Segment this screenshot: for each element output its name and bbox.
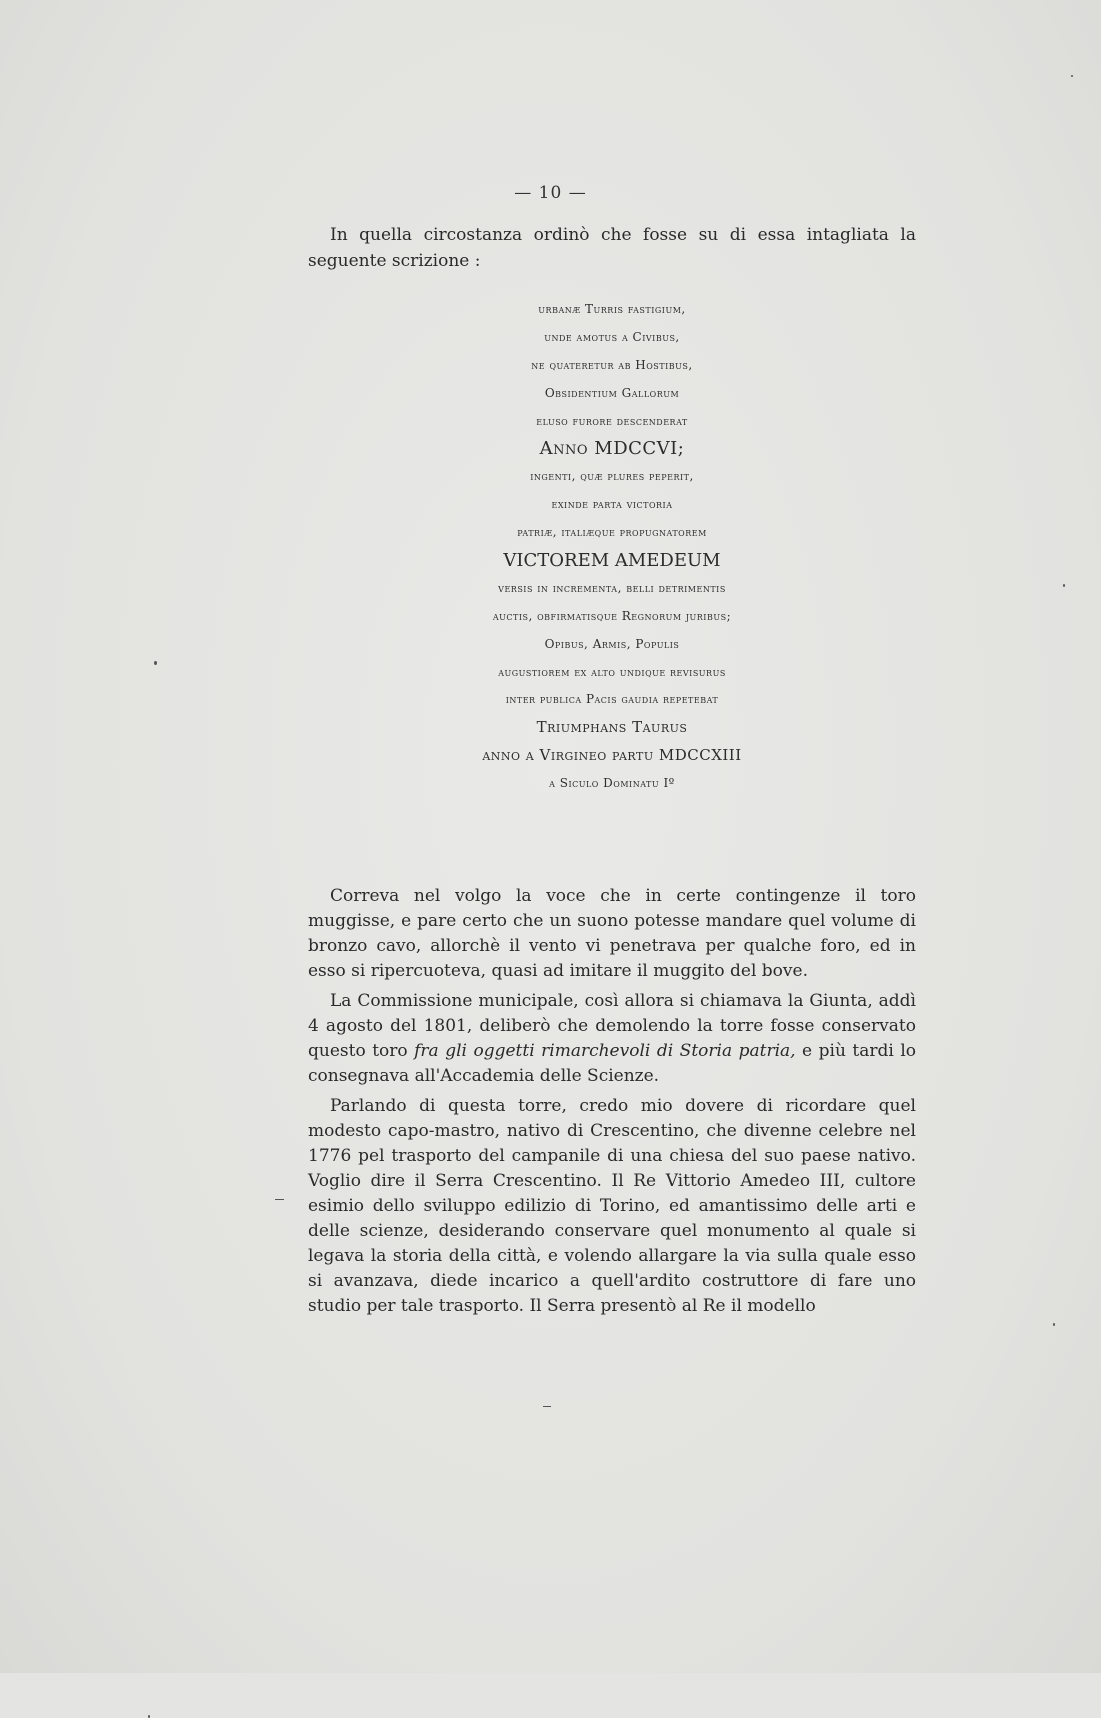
paragraph-3: Parlando di questa torre, credo mio dovere di ricordare quel modesto capo-mastro, nativo di Crescentino, che divenne celebre nel 1776 pel trasporto del campanile di una chiesa del suo paese nativo. Voglio dire il Serra Crescentino. Il Re Vittorio Amedeo III, cultore esimio dello sviluppo edilizio di Torino, ed amantissimo delle arti e delle scienze, desiderando conservare quel monumento al quale si legava la storia della città, e volendo allargare la via sulla quale esso si avanzava, diede incarico a quell'ardito costruttore di fare uno studio per tale trasporto. Il Serra presentò al Re il modello — [308, 1096, 916, 1316]
inscription-line: patriæ, italiæque propugnatorem — [517, 525, 707, 540]
paper-speck — [154, 661, 157, 665]
inscription-line: Triumphans Taurus — [536, 718, 688, 737]
intro-paragraph — [308, 222, 916, 274]
inscription-line: exinde parta victoria — [551, 497, 673, 512]
paragraph-2-text-a: La Commissione municipale, così allora si chiamava la Giunta, addì 4 agosto del 1801, deliberò che demolendo la torre fosse conservato questo toro — [308, 991, 916, 1061]
inscription-line: Anno MDCCVI; — [539, 438, 685, 460]
paper-speck — [1053, 1323, 1055, 1326]
inscription-line: auctis, obfirmatisque Regnorum juribus; — [492, 608, 732, 623]
inscription-line: ingenti, quæ plures peperit, — [530, 469, 694, 484]
paragraph-2-italic: fra gli oggetti rimarchevoli di Storia patria, — [414, 1041, 796, 1061]
inscription-line: Obsidentium Gallorum — [544, 385, 680, 400]
page-number: — 10 — — [514, 183, 587, 203]
paragraph-1: Correva nel volgo la voce che in certe contingenze il toro muggisse, e pare certo che un suono potesse mandare quel volume di bronzo cavo, allorchè il vento vi penetrava per qualche foro, ed in esso si ripercuoteva, quasi ad imitare il muggito del bove. — [308, 886, 916, 981]
inscription-line: versis in incrementa, belli detrimentis — [498, 580, 726, 595]
inscription-line: urbanæ Turris fastigium, — [538, 302, 686, 316]
paper-speck — [275, 1199, 284, 1200]
inscription-line: unde amotus a Civibus, — [544, 329, 680, 344]
inscription-line: anno a Virgineo partu MDCCXIII — [482, 746, 742, 765]
inscription-line: eluso furore descenderat — [536, 413, 688, 428]
inscription-line: ne quateretur ab Hostibus, — [531, 357, 693, 372]
body-text — [308, 884, 916, 1324]
paragraph-2-text-b: e più tardi lo consegnava all'Accademia delle Scienze. — [308, 1041, 917, 1086]
paper-speck — [1063, 584, 1065, 587]
paper-speck — [1071, 75, 1073, 77]
inscription-line: augustiorem ex alto undique revisurus — [498, 664, 726, 679]
inscription-line: inter publica Pacis gaudia repetebat — [505, 692, 719, 707]
paper-speck — [543, 1406, 551, 1407]
inscription-line: a Siculo Dominatu Iº — [549, 776, 675, 791]
inscription-line: Opibus, Armis, Populis — [544, 636, 680, 651]
intro-text: In quella circostanza ordinò che fosse su di essa intagliata la seguente scrizione : — [308, 225, 916, 271]
latin-inscription — [308, 296, 916, 798]
paragraph-2 — [308, 989, 916, 1089]
inscription-line: VICTOREM AMEDEUM — [503, 550, 721, 572]
